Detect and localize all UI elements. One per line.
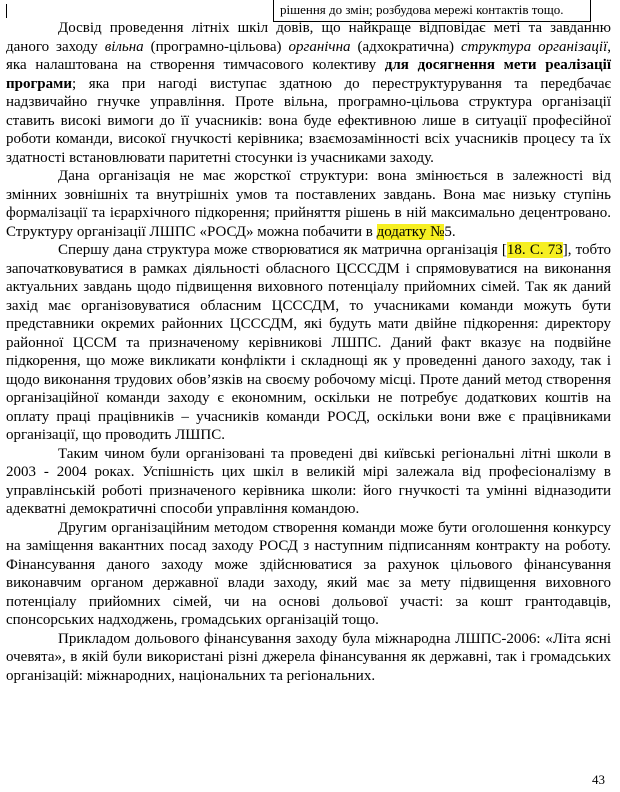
p1-bold-goal: для досягнення мети реалізації програми	[6, 57, 611, 92]
p1-text-g: , яка налаштована на створення тимчасового колективу	[6, 38, 612, 73]
paragraph-1	[6, 19, 611, 167]
paragraph-3	[6, 241, 611, 445]
page-number: 43	[592, 772, 605, 787]
paragraph-4: Таким чином були організовані та проведені дві київські регіональні літні школи в 2003 - 2004 роках. Успішність цих шкіл в великій мірі залежала від професіоналізму в управлінській роботі призначеного керівника школи: його гнучкості та умінні відназодити адекватні демократичні способи управління командою.	[6, 445, 611, 517]
header-box: рішення до змін; розбудова мережі контактів тощо.	[273, 0, 591, 22]
p1-text-e: (адхократична)	[350, 38, 461, 55]
p1-text-c: (програмно-цільова)	[143, 38, 289, 55]
page-body	[6, 19, 611, 685]
appendix-reference-highlight[interactable]: додатку №	[376, 223, 445, 240]
p1-text-a: Досвід проведення літніх шкіл довів, що найкраще відповідає меті та завданню даного заходу	[6, 20, 611, 55]
paragraph-5: Другим організаційним методом створення команди може бути оголошення конкурсу на заміщення вакантних посад заходу РОСД з наступним підписанням контракту на роботу. Фінансування даного заходу може здійснюватися за рахунок цільового фінансування виконавчим органом державної влади заходу, який має за мету підвищення виховного потенціалу прийомних сімей, чи на основі дольової участі: за кошт грантодавців, спонсорських надходжень, громадських організацій тощо.	[6, 519, 611, 628]
margin-mark	[6, 4, 7, 18]
p2-text-b: 5.	[444, 223, 456, 240]
p1-text-i: ; яка при нагоді виступає здатною до переструктурування та передбачає надзвичайно гнучке управління. Проте вільна, програмно-цільова структура організації ставить високі вимоги до її учасників: вона буде ефективною лише в ситуації професійної роботи команди, високої гнучкості керівника; взаємозамінності всіх учасників процесу та їх здатності встановлювати паритетні стосунки із учасниками заходу.	[6, 75, 611, 166]
citation-highlight[interactable]: 18. С. 73	[506, 242, 563, 258]
paragraph-2	[6, 167, 611, 241]
p3-text-b: ], тобто започатковуватися в рамках діяльності обласного ЦСССДМ і спрямовуватися на виконання актуальних завдань щодо підвищення виховного потенціалу прийомних сімей. Так як даний захід має організовуватися обласним ЦСССДМ, то учасниками команди можуть бути представники окремих районних ЦСССДМ, які будуть мати двійне підкорення: директору районної ЦССМ та призначеному керівникові ЛШПС. Даний факт вказує на подвійне підкорення, що може викликати конфлікти і складнощі як у проведенні даного заходу, так і щодо виконання трудових обов’язків на своєму робочому місці. Проте даний метод створення організаційної команди заходу є економним, оскільки не потребує додаткових коштів на оплату праці працівників – учасників команди РОСД, оскільки вони вже є працівниками організації, що проводить ЛШПС.	[6, 242, 611, 443]
p2-text-a: Дана організація не має жорсткої структури: вона змінюється в залежності від змінних зовнішніх та внутрішніх умов та поставлених завдань. Вона має низьку ступінь формалізації та ієрархічного підкорення; прийняття рішень в ній максимально децентровано. Структуру організації ЛШПС «РОСД» можна побачити в	[6, 168, 611, 240]
p1-italic-organic: органічна	[288, 38, 351, 55]
p1-italic-free: вільна	[104, 38, 144, 55]
paragraph-6: Прикладом дольового фінансування заходу була міжнародна ЛШПС-2006: «Літа ясні очевята», в якій були використані різні джерела фінансування як державні, так і громадських організацій: міжнародних, національних та регіональних.	[6, 630, 611, 684]
p3-text-a: Спершу дана структура може створюватися як матрична організація [	[58, 242, 507, 258]
p1-italic-structure: структура організації	[460, 38, 608, 55]
